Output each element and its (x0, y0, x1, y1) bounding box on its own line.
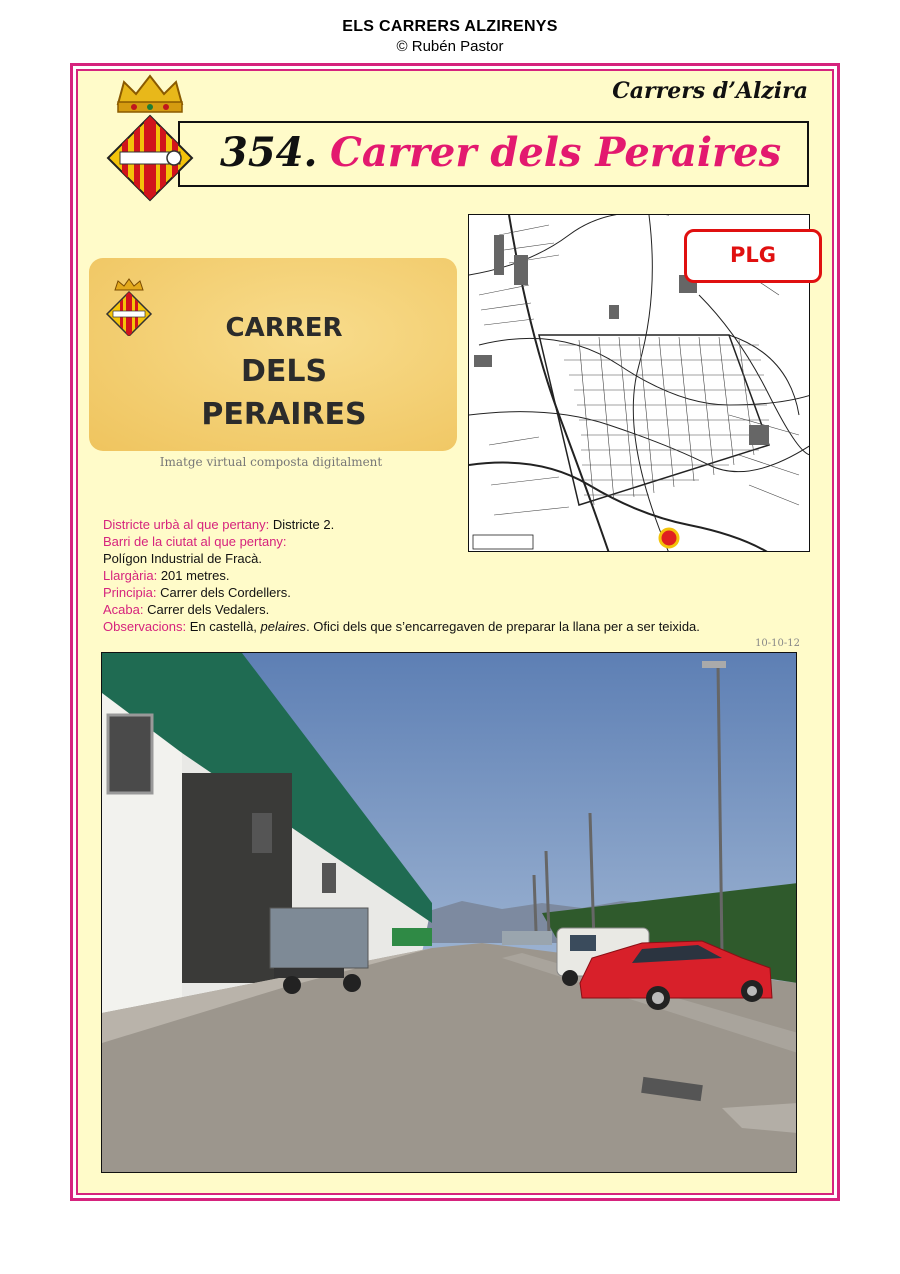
street-number: 354. (220, 129, 318, 176)
info-district-value: Districte 2. (269, 517, 335, 532)
sign-line-3: PERAIRES (201, 397, 367, 432)
street-sign (89, 258, 457, 451)
info-end (103, 602, 813, 617)
info-observations-italic: pelaires (260, 619, 307, 634)
info-district-label: Districte urbà al que pertany: (103, 517, 270, 532)
info-length (103, 568, 813, 583)
info-barri-label-text: Barri de la ciutat al que pertany: (103, 534, 287, 549)
info-date: 10-10-12 (755, 638, 800, 649)
coat-of-arms-icon (105, 278, 153, 336)
street-title-box (178, 121, 809, 187)
sign-line-2: DELS (240, 354, 328, 389)
sign-caption: Imatge virtual composta digitalment (159, 455, 383, 469)
info-observations-pre: En castellà, (186, 619, 261, 634)
street-photo-drawing (102, 653, 797, 1173)
info-barri-label (103, 534, 813, 549)
info-observations-label: Observacions: (103, 619, 187, 634)
coat-of-arms-icon (104, 74, 196, 204)
document-author: © Rubén Pastor (396, 38, 504, 55)
district-badge-label: PLG (729, 243, 776, 267)
info-start-label: Principia: (103, 585, 157, 600)
info-start (103, 585, 813, 600)
info-district (103, 517, 813, 532)
info-end-value: Carrer dels Vedalers. (143, 602, 270, 617)
info-length-label: Llargària: (103, 568, 158, 583)
info-observations (103, 619, 813, 634)
series-title: Carrers d’Alzira (612, 78, 808, 104)
district-badge (684, 229, 822, 283)
street-photo (101, 652, 797, 1173)
document-title: ELS CARRERS ALZIRENYS (342, 18, 558, 35)
info-length-value: 201 metres. (157, 568, 230, 583)
info-barri-value: Polígon Industrial de Fracà. (103, 551, 262, 566)
sign-line-1: CARRER (225, 313, 343, 343)
street-name: Carrer dels Peraires (330, 129, 782, 176)
info-end-label: Acaba: (103, 602, 144, 617)
info-observations-post: . Ofici dels que s’encarregaven de preparar la llana per a ser teixida. (306, 619, 700, 634)
info-start-value: Carrer dels Cordellers. (156, 585, 291, 600)
